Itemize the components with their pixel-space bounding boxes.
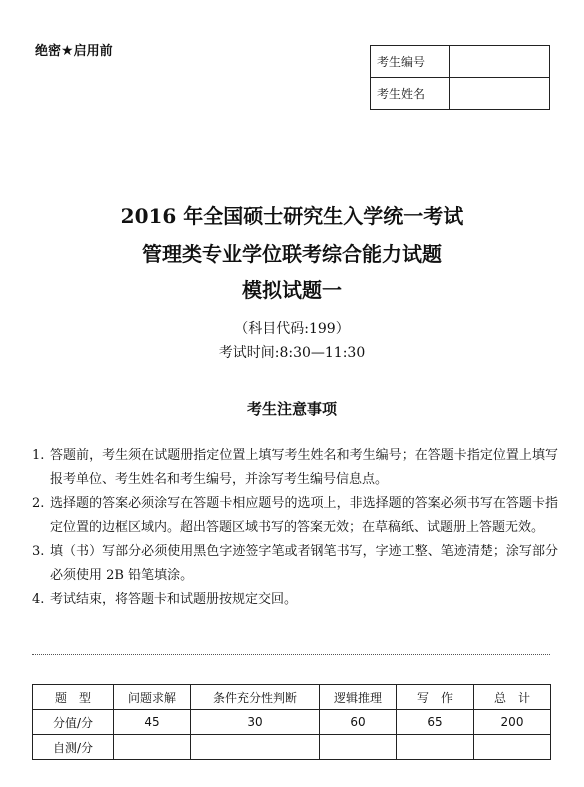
subject-code: （科目代码:199） [234, 321, 350, 337]
rule-number: 1. [32, 448, 45, 463]
candidate-name-row [371, 78, 550, 110]
score-input-cell[interactable] [191, 735, 320, 760]
list-item [32, 444, 558, 492]
list-item [32, 492, 558, 540]
score-input-cell[interactable] [114, 735, 191, 760]
mock-test-title: 模拟试题一 [242, 278, 342, 302]
column-header: 题 型 [33, 685, 114, 710]
table-cell: 45 [114, 710, 191, 735]
table-cell: 65 [397, 710, 474, 735]
candidate-info-box [370, 45, 550, 110]
list-item [32, 540, 558, 588]
candidate-number-row [371, 46, 550, 78]
list-item [32, 588, 558, 612]
rules-list [32, 444, 558, 612]
secret-text: 绝密 [35, 44, 62, 59]
table-cell: 60 [320, 710, 397, 735]
exam-subtitle: 管理类专业学位联考综合能力试题 [142, 242, 442, 266]
candidate-name-label: 考生姓名 [371, 78, 450, 110]
rule-number: 3. [32, 544, 45, 559]
column-header: 总 计 [474, 685, 551, 710]
column-header: 问题求解 [114, 685, 191, 710]
candidate-number-field[interactable] [450, 46, 550, 78]
exam-time: 考试时间:8:30—11:30 [218, 345, 366, 361]
dotted-divider [32, 654, 550, 655]
table-header-row [33, 685, 551, 710]
rule-text: 考试结束，将答题卡和试题册按规定交回。 [50, 592, 298, 607]
score-input-cell[interactable] [397, 735, 474, 760]
table-row [33, 735, 551, 760]
exam-title: 2016 年全国硕士研究生入学统一考试 [120, 204, 464, 228]
confidential-label [35, 40, 113, 59]
row-label: 分值/分 [33, 710, 114, 735]
rule-text: 选择题的答案必须涂写在答题卡相应题号的选项上，非选择题的答案必须书写在答题卡指定位置的边框区域内。超出答题区域书写的答案无效；在草稿纸、试题册上答题无效。 [50, 496, 558, 535]
column-header: 逻辑推理 [320, 685, 397, 710]
before-use-text: 启用前 [73, 44, 113, 59]
column-header: 条件充分性判断 [191, 685, 320, 710]
notice-heading: 考生注意事项 [246, 400, 337, 418]
score-input-cell[interactable] [474, 735, 551, 760]
table-row [33, 710, 551, 735]
rule-text: 填（书）写部分必须使用黑色字迹签字笔或者钢笔书写，字迹工整、笔迹清楚；涂写部分必须使用 2B 铅笔填涂。 [50, 544, 558, 583]
score-input-cell[interactable] [320, 735, 397, 760]
score-table [32, 684, 551, 760]
row-label: 自测/分 [33, 735, 114, 760]
star-icon: ★ [61, 43, 74, 59]
table-cell: 30 [191, 710, 320, 735]
rule-number: 2. [32, 496, 45, 511]
candidate-name-field[interactable] [450, 78, 550, 110]
column-header: 写 作 [397, 685, 474, 710]
rule-number: 4. [32, 592, 45, 607]
candidate-number-label: 考生编号 [371, 46, 450, 78]
table-cell: 200 [474, 710, 551, 735]
rule-text: 答题前，考生须在试题册指定位置上填写考生姓名和考生编号；在答题卡指定位置上填写报考单位、考生姓名和考生编号，并涂写考生编号信息点。 [50, 448, 558, 487]
